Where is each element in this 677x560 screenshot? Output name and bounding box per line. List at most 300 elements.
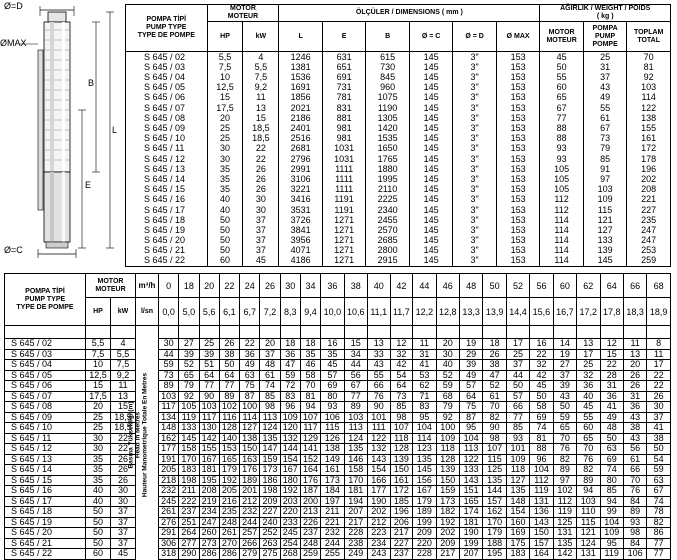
head-value-cell: 102: [219, 402, 239, 413]
model-cell: S 645 / 11: [5, 433, 86, 444]
model-cell: S 645 / 13: [126, 164, 208, 174]
value-cell: 25: [207, 134, 243, 144]
head-value-cell: 83: [413, 402, 436, 413]
value-cell: 1305: [366, 113, 410, 123]
performance-row: [5, 528, 671, 539]
value-cell: 3531: [279, 205, 323, 215]
head-value-cell: 55: [367, 370, 390, 381]
head-value-cell: 177: [367, 486, 390, 497]
head-value-cell: 117: [300, 423, 320, 434]
head-value-cell: 220: [280, 507, 300, 518]
value-cell: 3": [453, 123, 497, 133]
head-value-cell: 243: [367, 549, 390, 560]
model-cell: S 645 / 22: [126, 256, 208, 267]
head-value-cell: 26: [219, 339, 239, 350]
value-cell: 85: [583, 154, 627, 164]
head-value-cell: 77: [219, 381, 239, 392]
head-value-cell: 175: [506, 538, 529, 549]
model-cell: S 645 / 17: [126, 205, 208, 215]
head-value-cell: 123: [413, 444, 436, 455]
flow-ls-header: 13,3: [459, 298, 482, 326]
head-value-cell: 96: [530, 454, 553, 465]
head-value-cell: 115: [321, 423, 344, 434]
pump-drawing: [0, 0, 122, 266]
model-cell: S 645 / 11: [126, 144, 208, 154]
head-value-cell: 135: [553, 538, 576, 549]
value-cell: 50: [207, 235, 243, 245]
value-cell: 22: [243, 154, 279, 164]
head-value-cell: 217: [436, 549, 459, 560]
head-value-cell: 105: [179, 402, 199, 413]
head-value-cell: 180: [280, 475, 300, 486]
head-value-cell: 135: [506, 486, 529, 497]
dimension-row: [126, 164, 671, 174]
flow-m3h-header: 64: [600, 274, 623, 298]
head-value-cell: 26: [623, 370, 646, 381]
value-cell: 2570: [366, 225, 410, 235]
flow-m3h-header: 66: [623, 274, 646, 298]
spacer-cell: [459, 326, 482, 339]
flow-ls-header: 14,4: [506, 298, 529, 326]
value-cell: 15: [207, 93, 243, 103]
head-value-cell: 222: [179, 496, 199, 507]
value-cell: 1381: [279, 62, 323, 72]
head-value-cell: 185: [390, 496, 413, 507]
value-cell: 133: [583, 235, 627, 245]
header-pump-type-fr: TYPE DE POMPE: [137, 32, 195, 39]
value-cell: 153: [496, 205, 540, 215]
head-value-cell: 104: [413, 423, 436, 434]
head-value-cell: 59: [553, 412, 576, 423]
head-value-cell: 107: [300, 412, 320, 423]
value-cell: 35: [207, 174, 243, 184]
head-value-cell: 107: [483, 444, 506, 455]
dimension-row: [126, 195, 671, 205]
kw-cell: 45: [111, 549, 136, 560]
value-cell: 1031: [322, 144, 366, 154]
value-cell: 1111: [322, 174, 366, 184]
head-value-cell: 75: [459, 402, 482, 413]
kw-cell: 11: [111, 381, 136, 392]
value-cell: 2110: [366, 184, 410, 194]
head-value-cell: 44: [344, 360, 367, 371]
head-value-cell: 166: [367, 475, 390, 486]
flow-m3h-header: 46: [436, 274, 459, 298]
value-cell: 145: [409, 225, 453, 235]
head-value-cell: 124: [577, 538, 600, 549]
flow-ls-header: 8,3: [280, 298, 300, 326]
spacer-cell: [179, 326, 199, 339]
hp-cell: 17,5: [86, 391, 111, 402]
dimension-label-max: ØMAX: [0, 38, 27, 48]
dimension-label-e: E: [85, 180, 92, 190]
value-cell: 37: [243, 225, 279, 235]
header-d: Ø = D: [453, 22, 497, 52]
dimension-row: [126, 235, 671, 245]
head-value-cell: 52: [483, 381, 506, 392]
head-value-cell: 69: [600, 454, 623, 465]
model-cell: S 645 / 09: [126, 123, 208, 133]
head-value-cell: 67: [344, 381, 367, 392]
spacer-cell: [413, 326, 436, 339]
value-cell: 105: [540, 164, 584, 174]
value-cell: 196: [627, 164, 671, 174]
head-value-cell: 89: [623, 507, 646, 518]
hp-cell: 25: [86, 412, 111, 423]
header-pump-type-en: PUMP TYPE: [146, 24, 187, 31]
head-value-cell: 83: [280, 391, 300, 402]
head-value-cell: 33: [367, 349, 390, 360]
head-value-cell: 22: [600, 360, 623, 371]
head-value-cell: 122: [459, 454, 482, 465]
head-value-cell: 131: [577, 549, 600, 560]
value-cell: 1765: [366, 154, 410, 164]
head-value-cell: 162: [159, 433, 179, 444]
head-value-cell: 96: [280, 402, 300, 413]
dimension-row: [126, 83, 671, 93]
value-cell: 145: [409, 83, 453, 93]
head-value-cell: 161: [390, 475, 413, 486]
value-cell: 153: [496, 184, 540, 194]
head-value-cell: 173: [436, 496, 459, 507]
head-value-cell: 76: [553, 444, 576, 455]
head-value-cell: 100: [436, 423, 459, 434]
head-value-cell: 48: [260, 360, 280, 371]
head-value-cell: 142: [199, 433, 219, 444]
head-value-cell: 186: [260, 475, 280, 486]
head-value-cell: 144: [280, 444, 300, 455]
head-value-cell: 151: [459, 486, 482, 497]
head-value-cell: 38: [623, 423, 646, 434]
value-cell: 40: [207, 205, 243, 215]
model-cell: S 645 / 15: [126, 184, 208, 194]
header-weight-pump-fr: POMPE: [592, 40, 618, 48]
hp-cell: 12,5: [86, 370, 111, 381]
head-value-cell: 63: [600, 444, 623, 455]
spacer-cell: [436, 326, 459, 339]
performance-table: [4, 273, 671, 560]
head-value-cell: 247: [199, 517, 219, 528]
head-value-cell: 113: [344, 423, 367, 434]
head-value-cell: 154: [367, 465, 390, 476]
flow-ls-header: 18,9: [647, 298, 671, 326]
head-value-cell: 90: [483, 423, 506, 434]
head-value-cell: 128: [390, 444, 413, 455]
head-value-cell: 234: [367, 538, 390, 549]
head-value-cell: 74: [530, 423, 553, 434]
kw-cell: 37: [111, 538, 136, 549]
head-value-cell: 14: [553, 339, 576, 350]
kw-cell: 37: [111, 507, 136, 518]
head-value-cell: 195: [199, 475, 219, 486]
head-value-cell: 131: [530, 496, 553, 507]
value-cell: 3": [453, 184, 497, 194]
head-value-cell: 92: [179, 391, 199, 402]
dimension-row: [126, 113, 671, 123]
head-value-cell: 179: [413, 496, 436, 507]
value-cell: 615: [366, 52, 410, 63]
model-cell: S 645 / 08: [5, 402, 86, 413]
value-cell: 88: [540, 134, 584, 144]
head-value-cell: 88: [530, 444, 553, 455]
head-value-cell: 221: [321, 517, 344, 528]
head-value-cell: 55: [577, 412, 600, 423]
head-value-cell: 95: [600, 538, 623, 549]
value-cell: 50: [207, 225, 243, 235]
value-cell: 155: [627, 123, 671, 133]
head-value-cell: 143: [530, 517, 553, 528]
head-value-cell: 228: [344, 528, 367, 539]
value-cell: 1191: [322, 195, 366, 205]
value-cell: 153: [496, 154, 540, 164]
value-cell: 37: [243, 246, 279, 256]
flow-m3h-header: 22: [219, 274, 239, 298]
head-value-cell: 48: [600, 423, 623, 434]
value-cell: 253: [627, 246, 671, 256]
value-cell: 30: [207, 154, 243, 164]
value-cell: 172: [627, 144, 671, 154]
head-value-cell: 49: [600, 412, 623, 423]
value-cell: 221: [627, 195, 671, 205]
value-cell: 3": [453, 215, 497, 225]
head-value-cell: 248: [300, 538, 320, 549]
head-value-cell: 28: [600, 370, 623, 381]
model-cell: S 645 / 10: [5, 423, 86, 434]
head-value-cell: 104: [530, 465, 553, 476]
head-value-cell: 45: [321, 360, 344, 371]
head-value-cell: 46: [300, 360, 320, 371]
model-cell: S 645 / 20: [126, 235, 208, 245]
flow-ls-header: 10,0: [321, 298, 344, 326]
value-cell: 7,5: [207, 62, 243, 72]
dimension-label-d: Ø=D: [4, 1, 23, 11]
value-cell: 1536: [279, 72, 323, 82]
head-value-cell: 41: [647, 423, 671, 434]
head-value-cell: 98: [390, 412, 413, 423]
head-value-cell: 30: [436, 349, 459, 360]
head-value-cell: 237: [390, 549, 413, 560]
value-cell: 631: [322, 52, 366, 63]
value-cell: 3726: [279, 215, 323, 225]
head-value-cell: 30: [159, 339, 179, 350]
head-value-cell: 16: [321, 339, 344, 350]
performance-row: [5, 402, 671, 413]
value-cell: 3": [453, 195, 497, 205]
head-value-cell: 70: [577, 444, 600, 455]
head-value-cell: 77: [647, 549, 671, 560]
kw-cell: 9,2: [111, 370, 136, 381]
head-value-cell: 140: [219, 433, 239, 444]
dimension-label-b: B: [88, 78, 95, 88]
value-cell: 1111: [322, 164, 366, 174]
spacer-cell: [367, 326, 390, 339]
head-value-cell: 66: [367, 381, 390, 392]
flow-m3h-header: 42: [390, 274, 413, 298]
head-value-cell: 232: [321, 528, 344, 539]
head-value-cell: 209: [413, 528, 436, 539]
head-value-cell: 150: [240, 444, 260, 455]
hp-cell: 50: [86, 538, 111, 549]
value-cell: 114: [540, 256, 584, 267]
value-cell: 208: [627, 184, 671, 194]
header-hp: HP: [86, 298, 111, 326]
head-value-cell: 70: [300, 381, 320, 392]
head-value-cell: 228: [413, 549, 436, 560]
head-value-cell: 170: [483, 517, 506, 528]
head-value-cell: 47: [483, 370, 506, 381]
head-value-cell: 36: [280, 349, 300, 360]
value-cell: 235: [627, 215, 671, 225]
value-cell: 103: [583, 184, 627, 194]
head-value-cell: 199: [459, 538, 482, 549]
head-value-cell: 89: [344, 402, 367, 413]
head-label-cell: [136, 549, 159, 560]
value-cell: 2681: [279, 144, 323, 154]
head-value-cell: 124: [260, 423, 280, 434]
head-value-cell: 238: [344, 538, 367, 549]
value-cell: 1271: [322, 235, 366, 245]
head-value-cell: 129: [300, 433, 320, 444]
value-cell: 145: [409, 174, 453, 184]
value-cell: 227: [627, 205, 671, 215]
model-cell: S 645 / 20: [5, 528, 86, 539]
head-value-cell: 152: [300, 454, 320, 465]
head-value-cell: 57: [321, 370, 344, 381]
kw-cell: 26: [111, 454, 136, 465]
value-cell: 60: [207, 256, 243, 267]
kw-cell: 13: [111, 391, 136, 402]
performance-row: [5, 517, 671, 528]
head-value-cell: 286: [199, 549, 219, 560]
head-value-cell: 159: [260, 454, 280, 465]
head-value-cell: 150: [530, 528, 553, 539]
value-cell: 25: [207, 123, 243, 133]
flow-m3h-header: 62: [577, 274, 600, 298]
performance-row: [5, 360, 671, 371]
flow-m3h-header: 68: [647, 274, 671, 298]
head-value-cell: 61: [483, 391, 506, 402]
value-cell: 2186: [279, 113, 323, 123]
head-value-cell: 290: [179, 549, 199, 560]
head-value-cell: 37: [506, 360, 529, 371]
head-value-cell: 128: [219, 423, 239, 434]
value-cell: 145: [409, 164, 453, 174]
value-cell: 1420: [366, 123, 410, 133]
head-value-cell: 126: [321, 433, 344, 444]
spacer-cell: [390, 326, 413, 339]
spacer-cell: [219, 326, 239, 339]
value-cell: 1535: [366, 134, 410, 144]
head-value-cell: 106: [623, 549, 646, 560]
model-cell: S 645 / 13: [5, 454, 86, 465]
kw-cell: 22: [111, 433, 136, 444]
value-cell: 11: [243, 93, 279, 103]
head-value-cell: 37: [553, 370, 576, 381]
head-value-cell: 145: [179, 433, 199, 444]
head-value-cell: 138: [240, 433, 260, 444]
head-value-cell: 209: [260, 496, 280, 507]
head-value-cell: 127: [240, 423, 260, 434]
value-cell: 4071: [279, 246, 323, 256]
head-value-cell: 176: [240, 465, 260, 476]
spacer-cell: [159, 326, 179, 339]
head-value-cell: 118: [506, 465, 529, 476]
value-cell: 1111: [322, 184, 366, 194]
header-weight-total: [627, 22, 671, 52]
header-motor-fr: MOTEUR: [95, 285, 126, 293]
header-weight-motor: [540, 22, 584, 52]
head-value-cell: 218: [159, 475, 179, 486]
head-value-cell: 99: [600, 507, 623, 518]
value-cell: 145: [409, 144, 453, 154]
value-cell: 153: [496, 62, 540, 72]
model-cell: S 645 / 09: [5, 412, 86, 423]
value-cell: 1190: [366, 103, 410, 113]
value-cell: 153: [496, 134, 540, 144]
value-cell: 121: [583, 215, 627, 225]
head-value-cell: 22: [240, 339, 260, 350]
head-value-cell: 118: [390, 433, 413, 444]
head-value-cell: 110: [577, 507, 600, 518]
head-value-cell: 93: [623, 517, 646, 528]
head-value-cell: 125: [483, 465, 506, 476]
head-value-cell: 119: [553, 507, 576, 518]
head-value-cell: 59: [436, 381, 459, 392]
value-cell: 40: [207, 195, 243, 205]
header-weight-total-tr: TOPLAM: [633, 28, 664, 36]
value-cell: 831: [322, 103, 366, 113]
value-cell: 1271: [322, 215, 366, 225]
dimension-row: [126, 154, 671, 164]
hp-cell: 40: [86, 496, 111, 507]
head-value-cell: 42: [390, 360, 413, 371]
model-cell: S 645 / 07: [5, 391, 86, 402]
performance-table-body: [5, 326, 671, 560]
head-value-cell: 161: [321, 465, 344, 476]
head-value-cell: 73: [159, 370, 179, 381]
head-value-cell: 98: [623, 528, 646, 539]
head-value-cell: 235: [219, 507, 239, 518]
head-value-cell: 270: [219, 538, 239, 549]
head-value-cell: 260: [199, 528, 219, 539]
performance-row: [5, 349, 671, 360]
model-cell: S 645 / 02: [5, 339, 86, 350]
value-cell: 2225: [366, 195, 410, 205]
flow-ls-header: 9,4: [300, 298, 320, 326]
value-cell: 3": [453, 83, 497, 93]
head-value-cell: 65: [553, 423, 576, 434]
head-value-cell: 95: [459, 423, 482, 434]
head-value-cell: 82: [483, 412, 506, 423]
value-cell: 3": [453, 246, 497, 256]
head-value-cell: 37: [260, 349, 280, 360]
model-cell: S 645 / 06: [126, 93, 208, 103]
value-cell: 153: [496, 256, 540, 267]
value-cell: 18,5: [243, 134, 279, 144]
head-value-cell: 306: [159, 538, 179, 549]
head-value-cell: 192: [280, 486, 300, 497]
value-cell: 145: [409, 123, 453, 133]
model-cell: S 645 / 12: [126, 154, 208, 164]
value-cell: 37: [583, 72, 627, 82]
model-cell: S 645 / 10: [126, 134, 208, 144]
value-cell: 55: [583, 103, 627, 113]
head-value-cell: 57: [506, 391, 529, 402]
head-value-cell: 202: [367, 507, 390, 518]
head-value-cell: 89: [159, 381, 179, 392]
head-value-cell: 101: [506, 444, 529, 455]
value-cell: 202: [627, 174, 671, 184]
